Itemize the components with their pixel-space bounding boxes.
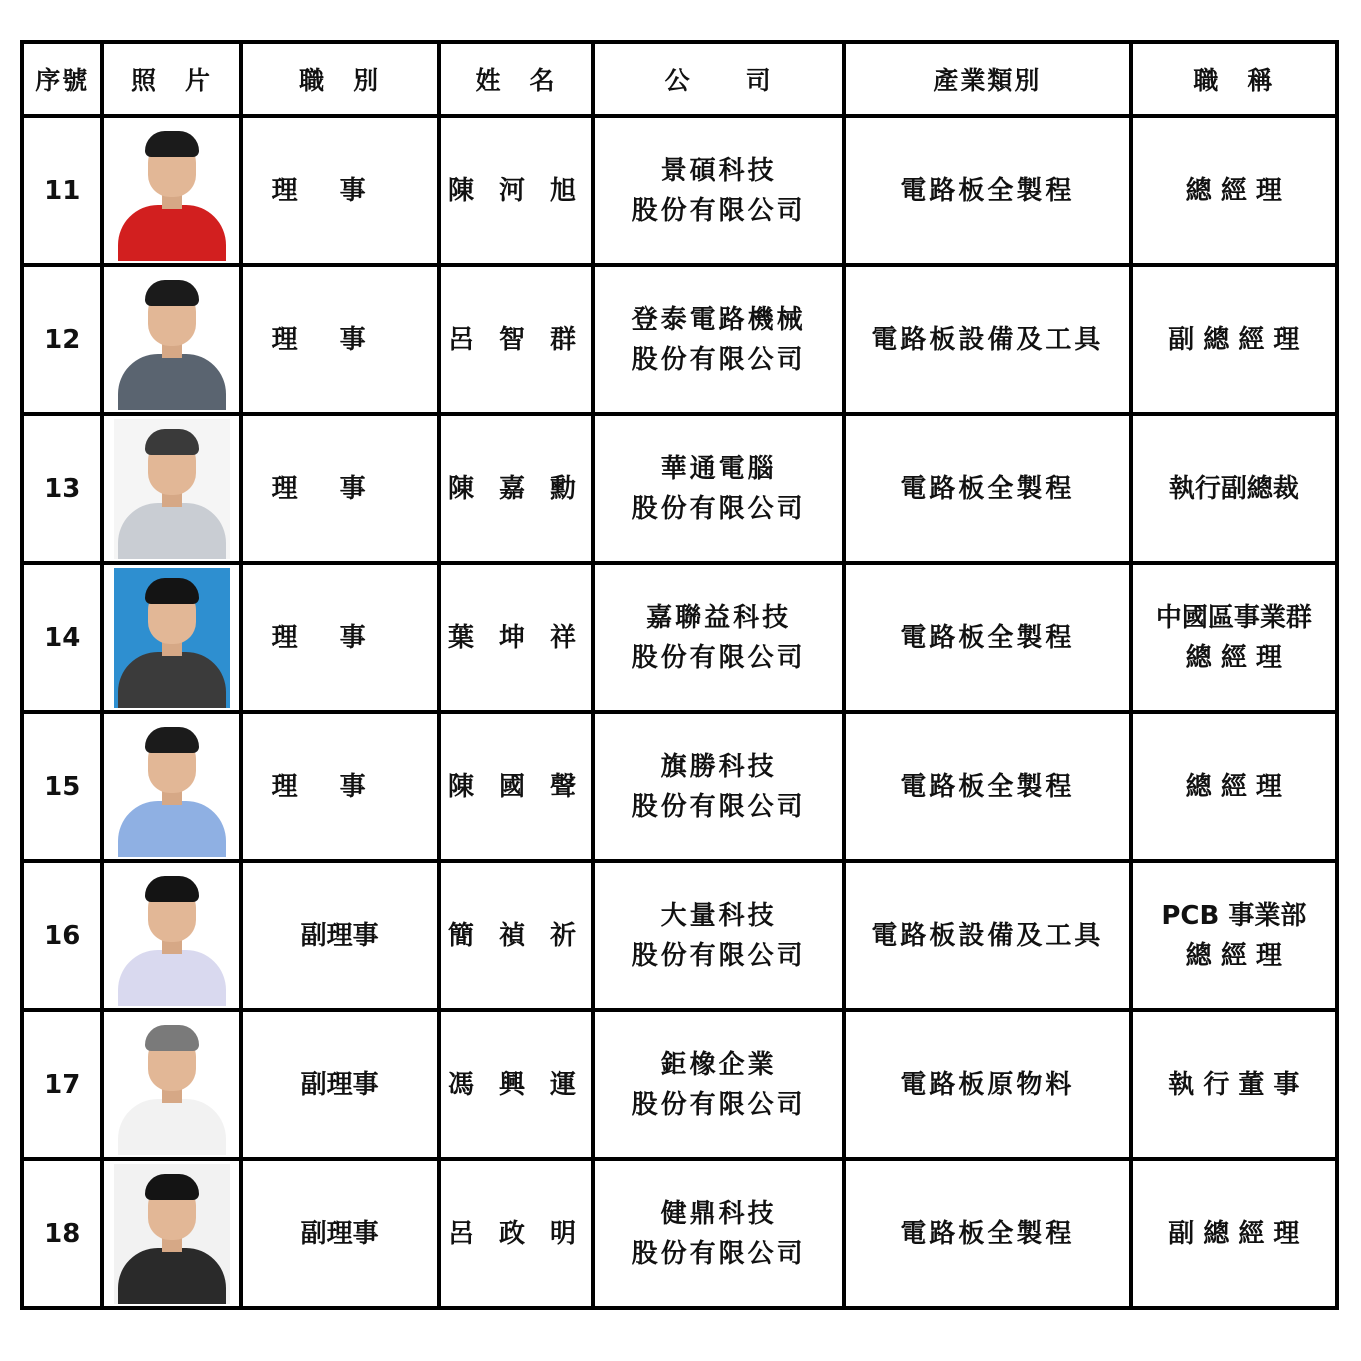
industry-cell: 電路板全製程 [844,116,1131,265]
company-line: 登泰電路機械 [631,304,806,335]
photo-cell [102,861,240,1010]
role-cell: 理事 [241,116,439,265]
header-role: 職 別 [241,42,439,116]
photo-cell [102,265,240,414]
member-photo [114,717,230,857]
row-number: 15 [22,712,102,861]
company-line: 華通電腦 [660,453,777,484]
header-no: 序號 [22,42,102,116]
industry-cell: 電路板全製程 [844,712,1131,861]
title-cell [1131,563,1337,712]
role-cell: 理事 [241,563,439,712]
photo-cell [102,712,240,861]
member-photo [114,121,230,261]
header-company: 公 司 [593,42,844,116]
photo-body [118,950,226,1006]
company-line: 大量科技 [660,900,777,931]
title-cell [1131,1010,1337,1159]
photo-hair [145,727,199,753]
header-name: 姓 名 [439,42,594,116]
photo-body [118,1099,226,1155]
table-row [22,1010,1337,1159]
company-cell [593,116,844,265]
photo-body [118,652,226,708]
title-cell [1131,414,1337,563]
photo-body [118,354,226,410]
company-cell [593,861,844,1010]
company-line: 健鼎科技 [660,1198,777,1229]
industry-cell: 電路板設備及工具 [844,265,1131,414]
role-cell: 理事 [241,414,439,563]
name-cell: 呂 智 群 [439,265,594,414]
company-line: 股份有限公司 [631,1089,806,1120]
industry-cell: 電路板全製程 [844,414,1131,563]
company-line: 股份有限公司 [631,493,806,524]
row-number: 16 [22,861,102,1010]
table-row [22,116,1337,265]
industry-cell: 電路板設備及工具 [844,861,1131,1010]
title-line: 副 總 經 理 [1168,1218,1300,1249]
title-cell [1131,116,1337,265]
name-cell: 呂 政 明 [439,1159,594,1308]
name-cell: 陳 河 旭 [439,116,594,265]
name-cell: 馮 興 運 [439,1010,594,1159]
member-photo [114,1164,230,1304]
role-cell: 副理事 [241,861,439,1010]
photo-body [118,1248,226,1304]
company-line: 股份有限公司 [631,791,806,822]
photo-hair [145,1025,199,1051]
member-photo [114,270,230,410]
role-cell: 副理事 [241,1010,439,1159]
photo-cell [102,116,240,265]
member-photo [114,866,230,1006]
header-photo: 照 片 [102,42,240,116]
title-cell [1131,712,1337,861]
photo-cell [102,1159,240,1308]
name-cell: 葉 坤 祥 [439,563,594,712]
company-line: 鉅橡企業 [660,1049,777,1080]
row-number: 14 [22,563,102,712]
company-line: 嘉聯益科技 [646,602,792,633]
header-title: 職 稱 [1131,42,1337,116]
table-row [22,712,1337,861]
row-number: 12 [22,265,102,414]
title-line: 總 經 理 [1185,771,1282,802]
photo-hair [145,429,199,455]
company-cell [593,1010,844,1159]
company-line: 股份有限公司 [631,1238,806,1269]
photo-body [118,205,226,261]
company-cell [593,414,844,563]
member-photo [114,568,230,708]
row-number: 17 [22,1010,102,1159]
industry-cell: 電路板原物料 [844,1010,1131,1159]
name-cell: 陳 國 聲 [439,712,594,861]
role-cell: 副理事 [241,1159,439,1308]
title-line: 執 行 董 事 [1168,1069,1300,1100]
row-number: 11 [22,116,102,265]
header-industry: 產業類別 [844,42,1131,116]
table-row [22,265,1337,414]
table-row [22,861,1337,1010]
member-photo [114,419,230,559]
photo-hair [145,280,199,306]
company-line: 景碩科技 [660,155,777,186]
title-cell [1131,861,1337,1010]
table-row [22,414,1337,563]
board-member-table [20,40,1339,1310]
industry-cell: 電路板全製程 [844,1159,1131,1308]
title-line: 總 經 理 [1185,940,1282,971]
company-line: 股份有限公司 [631,344,806,375]
company-line: 股份有限公司 [631,940,806,971]
photo-body [118,801,226,857]
company-cell [593,712,844,861]
header-row [22,42,1337,116]
photo-hair [145,876,199,902]
company-line: 旗勝科技 [660,751,777,782]
title-line: 總 經 理 [1185,175,1282,206]
company-cell [593,563,844,712]
name-cell: 簡 禎 祈 [439,861,594,1010]
photo-body [118,503,226,559]
title-cell [1131,265,1337,414]
photo-hair [145,1174,199,1200]
photo-cell [102,1010,240,1159]
photo-cell [102,414,240,563]
member-photo [114,1015,230,1155]
company-cell [593,265,844,414]
row-number: 18 [22,1159,102,1308]
photo-hair [145,131,199,157]
photo-hair [145,578,199,604]
row-number: 13 [22,414,102,563]
table-row [22,1159,1337,1308]
title-line: 中國區事業群 [1155,602,1312,633]
title-cell [1131,1159,1337,1308]
industry-cell: 電路板全製程 [844,563,1131,712]
title-line: 副 總 經 理 [1168,324,1300,355]
company-cell [593,1159,844,1308]
table-row [22,563,1337,712]
photo-cell [102,563,240,712]
title-line: PCB 事業部 [1161,900,1307,931]
title-line: 總 經 理 [1185,642,1282,673]
title-line: 執行副總裁 [1168,473,1299,504]
company-line: 股份有限公司 [631,642,806,673]
role-cell: 理事 [241,265,439,414]
name-cell: 陳 嘉 勳 [439,414,594,563]
company-line: 股份有限公司 [631,195,806,226]
role-cell: 理事 [241,712,439,861]
